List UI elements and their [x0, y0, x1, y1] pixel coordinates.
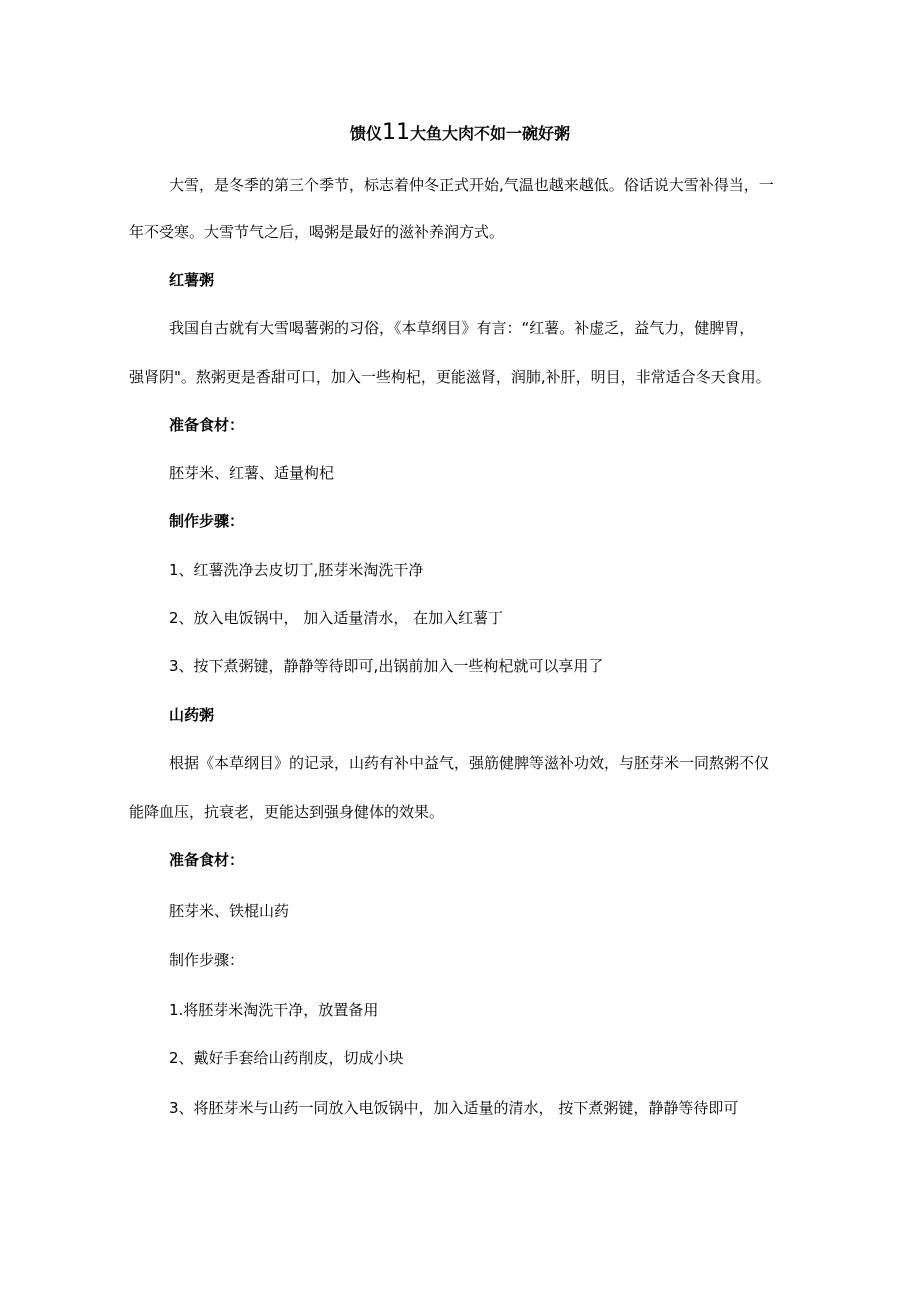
shanyao-step-1: 1.将胚芽米淘洗干净，放置备用 — [169, 1001, 379, 1019]
shanyao-step-2: 2、戴好手套给山药削皮，切成小块 — [169, 1049, 404, 1067]
title-prefix: 馈仪 — [349, 124, 382, 143]
section-heading-hongshu: 红薯粥 — [169, 271, 215, 289]
section-heading-shanyao: 山药粥 — [169, 706, 215, 724]
hongshu-ingredients-label: 准备食材： — [169, 416, 245, 434]
hongshu-steps-label: 制作步骤： — [169, 512, 245, 530]
hongshu-step-3: 3、按下煮粥键，静静等待即可,出锅前加入一些枸杞就可以享用了 — [169, 657, 604, 675]
shanyao-step-3: 3、将胚芽米与山药一同放入电饭锅中，加入适量的清水， 按下煮粥键，静静等待即可 — [169, 1099, 739, 1117]
document-title — [0, 118, 920, 149]
hongshu-step-1: 1、红薯洗净去皮切丁,胚芽米淘洗干净 — [169, 561, 424, 579]
shanyao-desc-line-1: 根据《本草纲目》的记录，山药有补中益气，强筋健脾等滋补功效，与胚芽米一同熬粥不仅 — [169, 754, 770, 772]
title-number: 11 — [382, 120, 410, 145]
hongshu-step-2: 2、放入电饭锅中， 加入适量清水， 在加入红薯丁 — [169, 609, 504, 627]
intro-line-1: 大雪，是冬季的第三个季节，标志着仲冬正式开始,气温也越来越低。俗话说大雪补得当，一 — [169, 176, 774, 194]
hongshu-ingredients: 胚芽米、红薯、适量枸杞 — [169, 464, 335, 482]
hongshu-desc-line-2: 强肾阴"。熬粥更是香甜可口，加入一些枸杞，更能滋肾，润肺,补肝，明目，非常适合冬天食用。 — [129, 368, 771, 386]
shanyao-desc-line-2: 能降血压，抗衰老，更能达到强身健体的效果。 — [129, 803, 445, 821]
shanyao-steps-label: 制作步骤： — [169, 951, 245, 969]
shanyao-ingredients-label: 准备食材： — [169, 851, 245, 869]
intro-line-2: 年不受寒。大雪节气之后，喝粥是最好的滋补养润方式。 — [129, 223, 505, 241]
shanyao-ingredients: 胚芽米、铁棍山药 — [169, 902, 290, 920]
title-suffix: 大鱼大肉不如一碗好粥 — [410, 124, 571, 143]
hongshu-desc-line-1: 我国自古就有大雪喝薯粥的习俗，《本草纲目》有言：“红薯。补虚乏，益气力，健脾胃， — [169, 319, 755, 337]
